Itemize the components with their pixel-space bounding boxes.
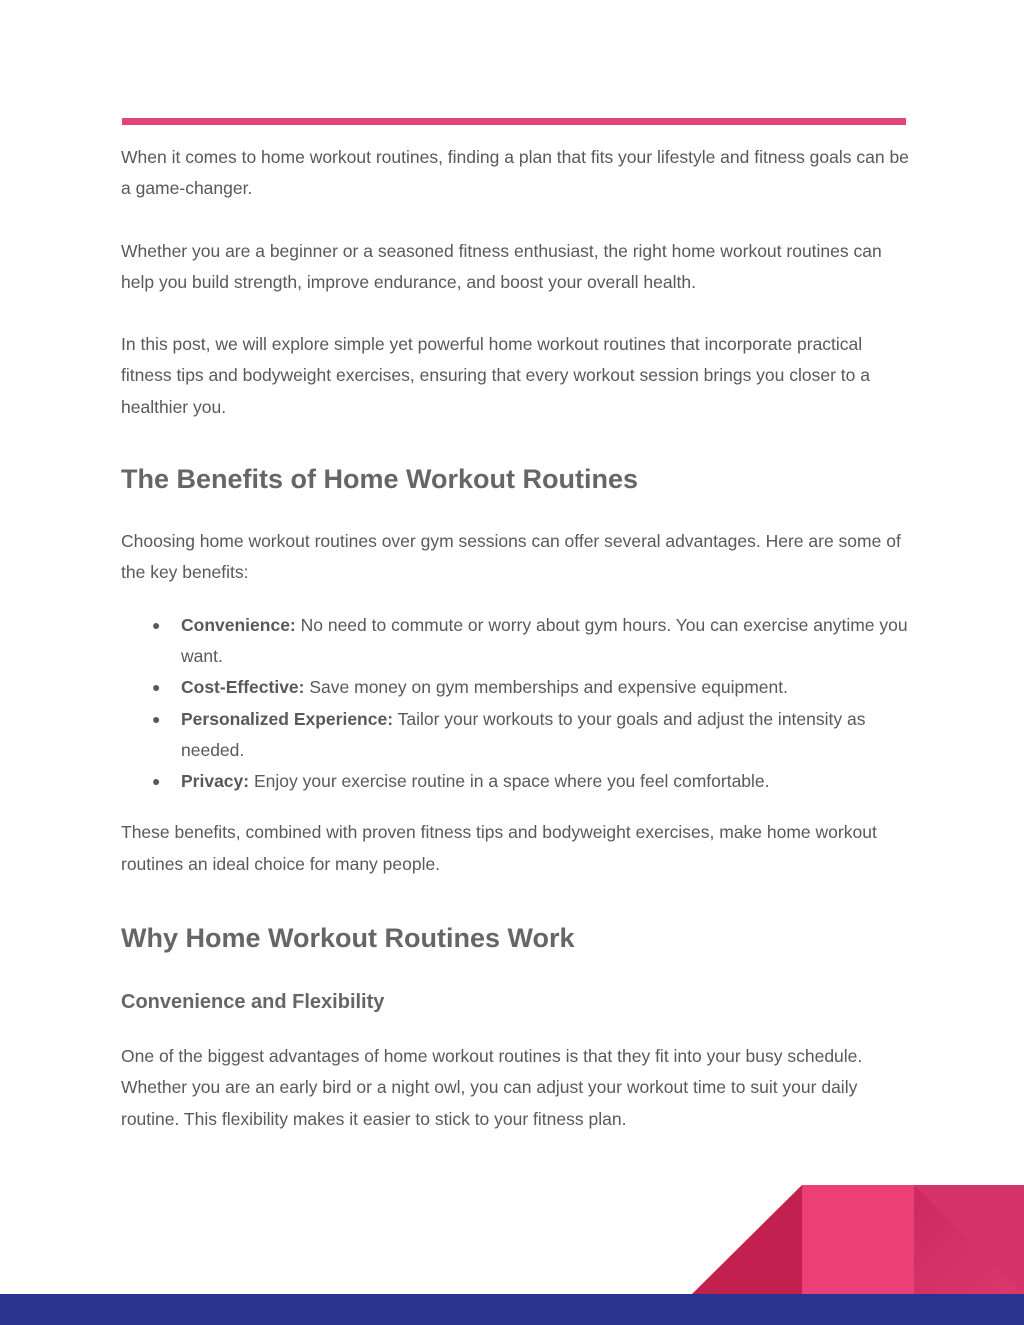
list-item bbox=[121, 766, 911, 797]
list-item bbox=[121, 672, 911, 703]
intro-paragraph-3: In this post, we will explore simple yet powerful home workout routines that incorporate practical fitness tips and bodyweight exercises, ensuring that every workout session brings you closer to a healthier you. bbox=[121, 334, 870, 417]
benefits-list bbox=[121, 610, 911, 798]
list-item-term: Convenience: bbox=[181, 614, 296, 635]
document-body bbox=[121, 142, 911, 1135]
benefits-outro: These benefits, combined with proven fitness tips and bodyweight exercises, make home workout routines an ideal choice for many people. bbox=[121, 822, 877, 874]
top-accent-rule bbox=[122, 118, 906, 125]
benefits-heading: The Benefits of Home Workout Routines bbox=[121, 464, 639, 495]
why-subheading: Convenience and Flexibility bbox=[121, 991, 385, 1014]
list-item-term: Privacy: bbox=[181, 771, 250, 792]
bullet-icon: ● bbox=[152, 773, 161, 790]
list-item bbox=[121, 704, 911, 767]
deco-block-middle bbox=[802, 1185, 914, 1294]
bullet-icon: ● bbox=[152, 616, 161, 633]
list-item bbox=[121, 610, 911, 673]
list-item-text: Tailor your workouts to your goals and adjust the intensity as needed. bbox=[181, 708, 866, 760]
intro-paragraph-2: Whether you are a beginner or a seasoned fitness enthusiast, the right home workout routines can help you build strength, improve endurance, and boost your overall health. bbox=[121, 240, 882, 292]
bullet-icon: ● bbox=[152, 679, 161, 696]
footer-band bbox=[0, 1294, 1024, 1325]
why-paragraph: One of the biggest advantages of home workout routines is that they fit into your busy schedule. Whether you are an early bird or a night owl, you can adjust your workout time to suit your daily routine. This flexibility makes it easier to stick to your fitness plan. bbox=[121, 1046, 863, 1129]
list-item-text: Save money on gym memberships and expensive equipment. bbox=[304, 677, 788, 698]
list-item-term: Personalized Experience: bbox=[181, 708, 394, 729]
corner-decoration bbox=[692, 1185, 1024, 1294]
intro-paragraph-1: When it comes to home workout routines, finding a plan that fits your lifestyle and fitness goals can be a game-changer. bbox=[121, 147, 909, 199]
bullet-icon: ● bbox=[152, 710, 161, 727]
benefits-intro: Choosing home workout routines over gym sessions can offer several advantages. Here are some of the key benefits: bbox=[121, 531, 901, 583]
deco-triangle-left bbox=[692, 1185, 802, 1294]
list-item-text: Enjoy your exercise routine in a space where you feel comfortable. bbox=[249, 771, 770, 792]
why-heading: Why Home Workout Routines Work bbox=[121, 923, 575, 954]
list-item-text: No need to commute or worry about gym hours. You can exercise anytime you want. bbox=[181, 614, 908, 666]
list-item-term: Cost-Effective: bbox=[181, 677, 305, 698]
